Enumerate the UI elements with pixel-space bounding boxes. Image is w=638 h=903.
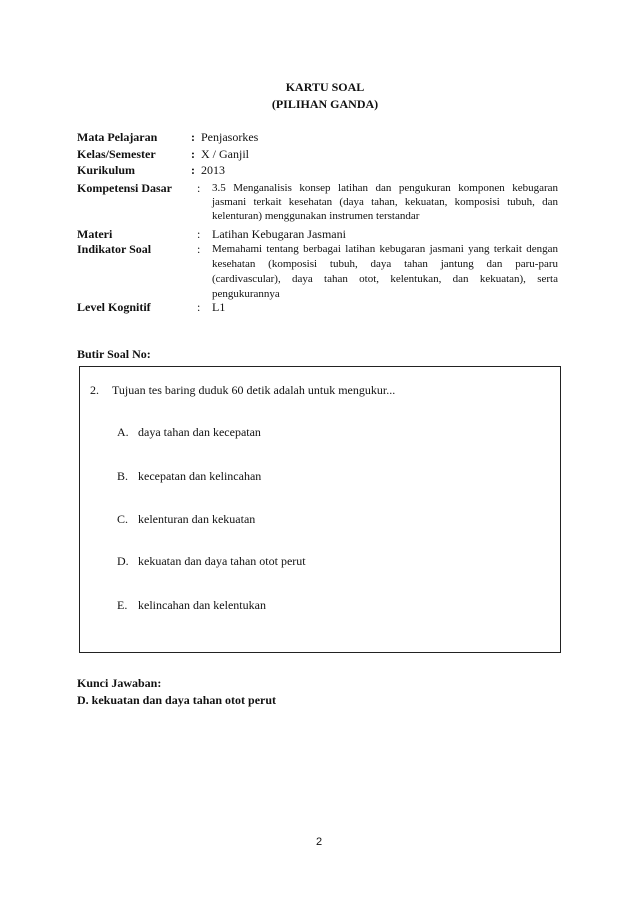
meta-colon: : [197,242,201,256]
meta-value: 3.5 Menganalisis konsep latihan dan pengukuran komponen kebugaran jasmani terkait kesehatan (daya tahan, kekuatan, komposisi tubuh, dan kelenturan) menggunakan instrumen terstandar [212,182,558,222]
doc-subtitle: (PILIHAN GANDA) [271,97,379,111]
answer-key-label: Kunci Jawaban: [77,676,162,690]
option-text: kekuatan dan daya tahan otot perut [138,554,306,568]
meta-colon: : [191,147,195,161]
meta-colon: : [191,163,195,177]
question-box [79,366,561,653]
doc-title: KARTU SOAL [285,80,365,94]
question-text: Tujuan tes baring duduk 60 detik adalah untuk mengukur... [112,383,396,397]
option-text: kelenturan dan kekuatan [138,512,256,526]
meta-label: Kompetensi Dasar [77,181,172,195]
meta-value: Latihan Kebugaran Jasmani [212,227,346,241]
meta-colon: : [197,300,201,314]
option-text: kecepatan dan kelincahan [138,469,262,483]
meta-label: Indikator Soal [77,242,152,256]
meta-value: 2013 [201,163,225,177]
option-letter: C. [117,512,129,526]
page-number: 2 [315,836,323,848]
meta-label: Mata Pelajaran [77,130,158,144]
meta-value: Penjasorkes [201,130,259,144]
option-letter: E. [117,598,128,612]
meta-value: L1 [212,300,226,314]
option-letter: D. [117,554,129,568]
answer-key-value: D. kekuatan dan daya tahan otot perut [77,693,277,707]
meta-label: Kurikulum [77,163,136,177]
meta-colon: : [197,181,201,195]
option-text: kelincahan dan kelentukan [138,598,266,612]
meta-label: Level Kognitif [77,300,151,314]
meta-colon: : [191,130,195,144]
question-number: 2. [90,383,99,397]
butir-soal-label: Butir Soal No: [77,347,151,361]
meta-colon: : [197,227,201,241]
option-letter: A. [117,425,129,439]
meta-value: X / Ganjil [201,147,249,161]
meta-label: Kelas/Semester [77,147,156,161]
meta-value: Memahami tentang berbagai latihan kebugaran jasmani yang terkait dengan kesehatan (komposisi tubuh, daya tahan jantung dan paru-paru (cardivascular), daya tahan otot, kelentukan, dan kekuatan), serta pengukurannya [212,243,558,300]
meta-label: Materi [77,227,113,241]
option-text: daya tahan dan kecepatan [138,425,261,439]
option-letter: B. [117,469,129,483]
